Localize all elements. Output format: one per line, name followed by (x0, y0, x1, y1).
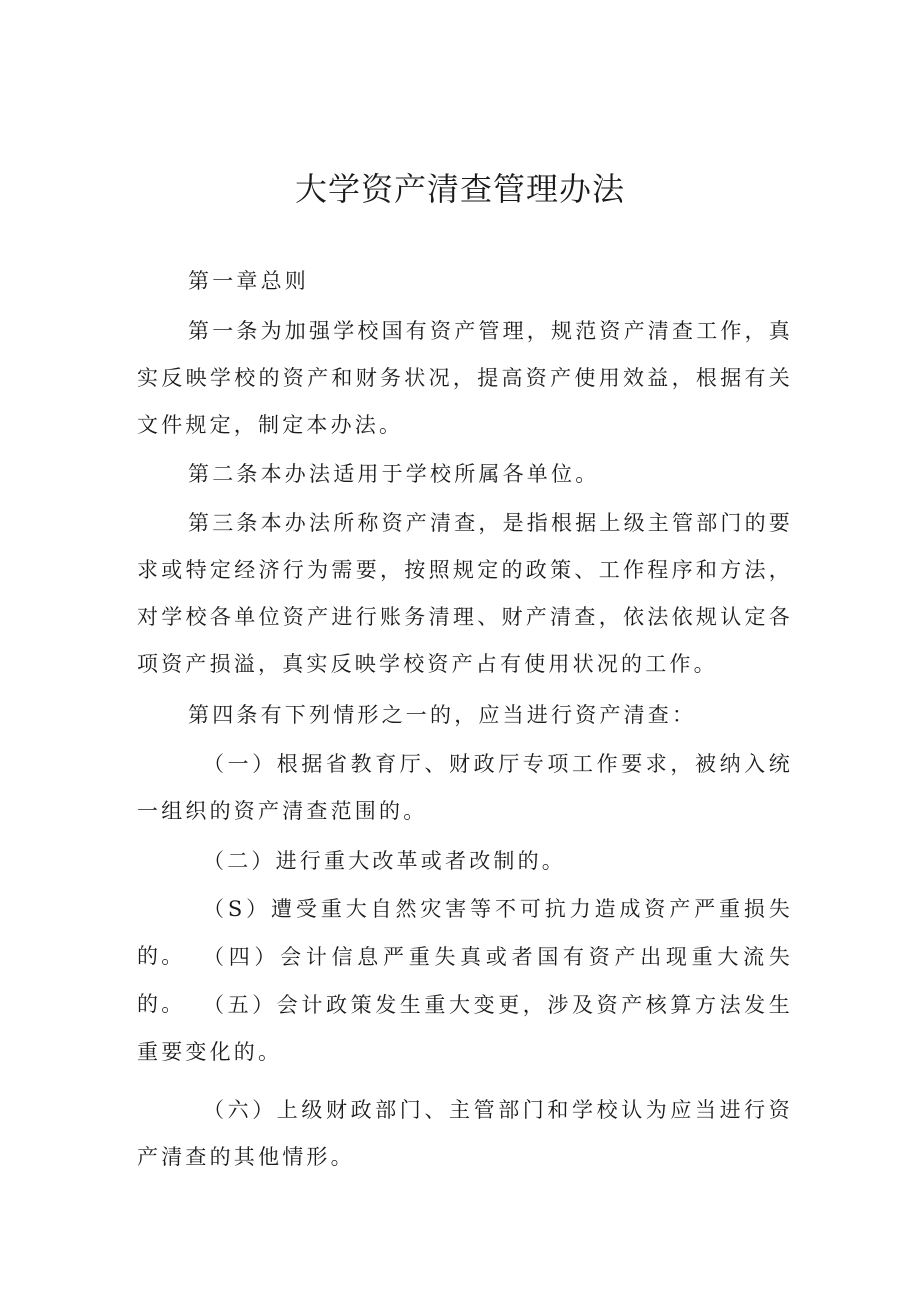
article-2: 第二条本办法适用于学校所属各单位。 (188, 462, 600, 486)
chapter-heading: 第一章总则 (188, 269, 309, 293)
article-4-item-3: （S）遭受重大自然灾害等不可抗力造成资产严重损失的。 (137, 897, 793, 968)
article-4-item-4: （四）会计信息严重失真或者国有资产出现重大流失的。 (137, 945, 793, 1016)
article-3: 第三条本办法所称资产清查，是指根据上级主管部门的要求或特定经济行为需要，按照规定的政策、工作程序和方法，对学校各单位资产进行账务清理、财产清查，依法依规认定各项资产损溢，真实反映学校资产占有使用状况的工作。 (137, 511, 793, 676)
article-4-item-5: （五）会计政策发生重大变更，涉及资产核算方法发生重要变化的。 (137, 993, 793, 1064)
article-4-item-6: （六）上级财政部门、主管部门和学校认为应当进行资产清查的其他情形。 (137, 1098, 793, 1169)
article-4-item-1: （一）根据省教育厅、财政厅专项工作要求，被纳入统一组织的资产清查范围的。 (137, 752, 793, 823)
article-4-item-2: （二）进行重大改革或者改制的。 (203, 849, 566, 873)
article-4: 第四条有下列情形之一的，应当进行资产清查： (188, 703, 697, 727)
document-title: 大学资产清查管理办法 (294, 170, 625, 208)
article-1: 第一条为加强学校国有资产管理，规范资产清查工作，真实反映学校的资产和财务状况，提高资产使用效益，根据有关文件规定，制定本办法。 (137, 319, 793, 437)
